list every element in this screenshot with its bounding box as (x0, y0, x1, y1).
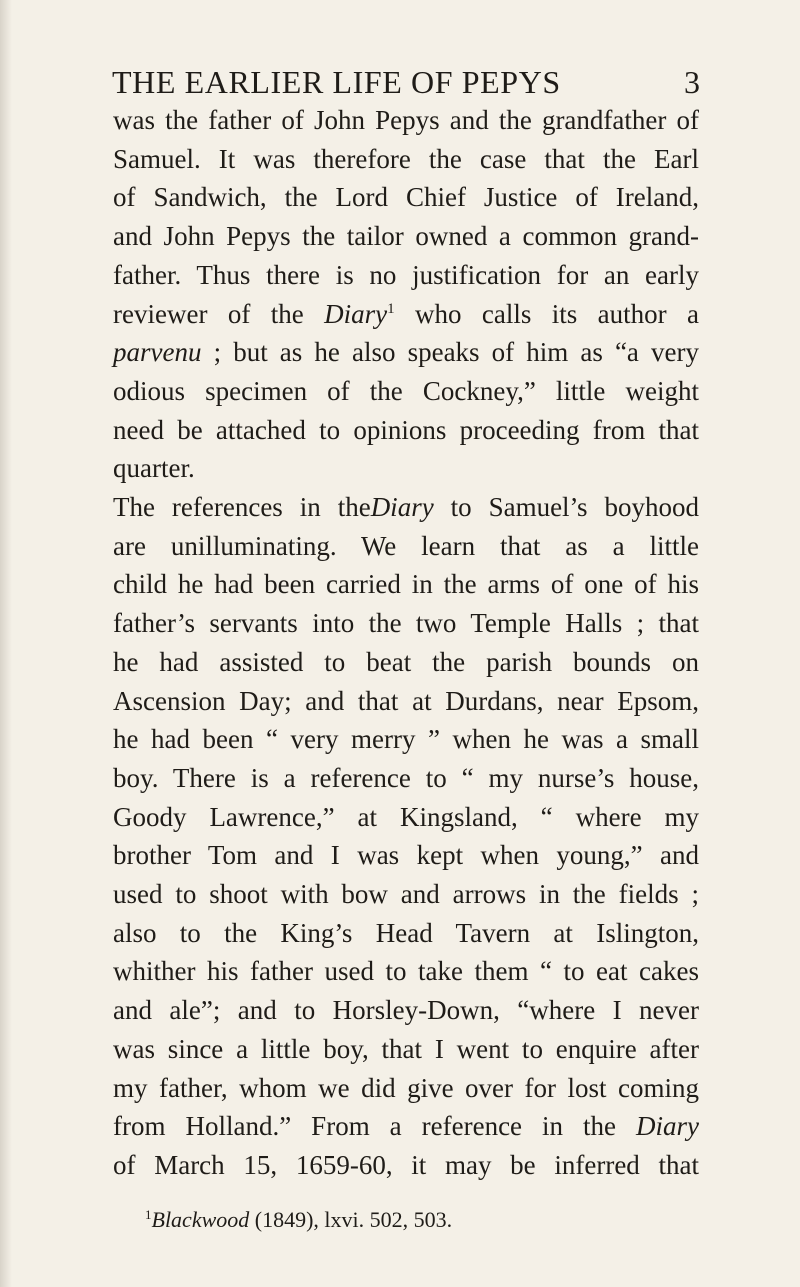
running-title: THE EARLIER LIFE OF PEPYS (112, 64, 561, 100)
footnote-marker: 1 (145, 1207, 152, 1222)
text-line: boy. There is a reference to “ my nurse’s house, (113, 762, 699, 793)
text-run: The references in the (113, 492, 371, 523)
text-line: Goody Lawrence,” at Kingsland, “ where my (113, 801, 699, 832)
text-line: and John Pepys the tailor owned a common grand- (113, 221, 699, 252)
page-number: 3 (684, 64, 700, 100)
text-run: ; but as he also speaks of him as “a very (213, 337, 699, 368)
footnote-marker: 1 (387, 300, 395, 317)
text-line: of March 15, 1659-60, it may be inferred that (113, 1149, 699, 1180)
footnote-source: Blackwood (151, 1207, 250, 1232)
text-line: he had assisted to beat the parish bounds on (113, 646, 699, 677)
text-line: of Sandwich, the Lord Chief Justice of Ireland, (113, 182, 699, 213)
text-line: he had been “ very merry ” when he was a small (113, 724, 699, 755)
page-gutter-shadow (0, 0, 12, 1287)
text-line (113, 1107, 699, 1146)
text-line: are unilluminating. We learn that as a little (113, 530, 699, 561)
italic-title: Diary (324, 298, 388, 329)
text-line: whither his father used to take them “ to eat cakes (113, 956, 699, 987)
italic-word: parvenu (113, 337, 202, 368)
text-line: was since a little boy, that I went to enquire after (113, 1033, 699, 1064)
text-line: used to shoot with bow and arrows in the fields ; (113, 879, 699, 910)
text-run: reviewer of the (113, 298, 304, 329)
text-line: father. Thus there is no justification for an early (113, 259, 699, 290)
text-line: my father, whom we did give over for lost coming (113, 1072, 699, 1103)
text-line (113, 333, 699, 372)
text-line: need be attached to opinions proceeding from that (113, 414, 699, 445)
text-line: father’s servants into the two Temple Halls ; that (113, 608, 699, 639)
text-line: child he had been carried in the arms of one of his (113, 569, 699, 600)
text-line: Samuel. It was therefore the case that the Earl (113, 143, 699, 174)
italic-title: Diary (370, 492, 434, 523)
text-line: was the father of John Pepys and the grandfather of (113, 105, 699, 135)
footnote-citation: (1849), lxvi. 502, 503. (254, 1207, 453, 1232)
text-line: Ascension Day; and that at Durdans, near Epsom, (113, 685, 699, 716)
text-line: and ale”; and to Horsley-Down, “where I never (113, 995, 699, 1026)
text-line: quarter. (113, 453, 195, 484)
text-line (113, 295, 699, 334)
footnote (145, 1206, 452, 1234)
text-line: brother Tom and I was kept when young,” and (113, 840, 699, 871)
text-run: who calls its author a (414, 298, 699, 329)
text-line: odious specimen of the Cockney,” little weight (113, 375, 699, 406)
body-text (113, 101, 699, 1185)
text-run: to Samuel’s boyhood (450, 492, 699, 523)
text-line: also to the King’s Head Tavern at Islington, (113, 917, 699, 948)
text-run: from Holland.” From a reference in the (113, 1111, 617, 1142)
italic-title: Diary (636, 1111, 700, 1142)
text-line (113, 488, 699, 527)
